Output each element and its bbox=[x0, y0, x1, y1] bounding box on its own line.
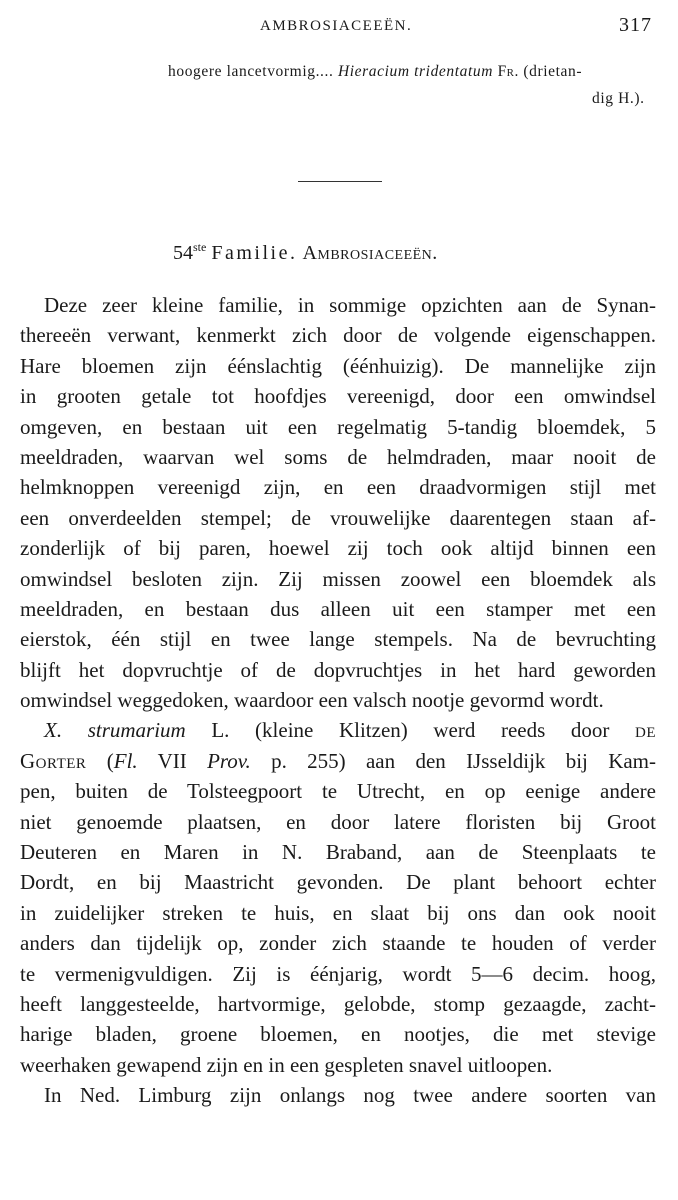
text-line: pen, buiten de Tolsteegpoort te Utrecht, en op eenige andere bbox=[20, 779, 656, 804]
text-line: blijft het dopvruchtje of de dopvruchtjes in het hard geworden bbox=[20, 657, 656, 682]
text-line: meeldraden, en bestaan dus alleen uit een stamper met een bbox=[20, 596, 656, 621]
fragment-line-2: dig H.). bbox=[592, 90, 645, 107]
text-line: anders dan tijdelijk op, zonder zich staande te houden of verder bbox=[20, 931, 656, 956]
text-line: niet genoemde plaatsen, en door latere floristen bij Groot bbox=[20, 809, 656, 834]
reference-page: p. 255) aan den IJsseldijk bij Kam- bbox=[271, 748, 656, 773]
text-line: Dordt, en bij Maastricht gevonden. De plant behoort echter bbox=[20, 870, 656, 895]
xanthium-line-1 bbox=[20, 715, 656, 745]
text-line: omwindsel weggedoken, waardoor een valsch nootje gevormd wordt. bbox=[20, 688, 604, 713]
fragment-note: (drietan- bbox=[523, 63, 583, 80]
text-line: een onverdeelden stempel; de vrouwelijke daarentegen staan af- bbox=[20, 505, 656, 530]
text-line: omwindsel besloten zijn. Zij missen zoowel een bloemdek als bbox=[20, 566, 656, 591]
family-number-suffix: ste bbox=[193, 240, 207, 254]
xanthium-text: L. (kleine Klitzen) werd reeds door bbox=[211, 718, 610, 743]
text-line: eierstok, één stijl en twee lange stempels. Na de bevruchting bbox=[20, 627, 656, 652]
running-header: AMBROSIACEEËN. bbox=[260, 18, 413, 34]
author-name: Gorter bbox=[20, 748, 87, 773]
text-line: in grooten getale tot hoofdjes vereenigd, door een omwindsel bbox=[20, 384, 656, 409]
family-heading bbox=[173, 240, 438, 265]
reference-volume: VII bbox=[157, 748, 187, 773]
text-line: te vermenigvuldigen. Zij is éénjarig, wordt 5—6 decim. hoog, bbox=[20, 961, 656, 986]
family-name: Ambrosiaceeën. bbox=[302, 242, 438, 264]
author-particle: de bbox=[635, 718, 656, 743]
body-text bbox=[20, 290, 656, 1111]
fragment-species: Hieracium tridentatum bbox=[337, 63, 494, 80]
paren-open: ( bbox=[106, 748, 114, 773]
text-line: omgeven, en bestaan uit een regelmatig 5-tandig bloemdek, 5 bbox=[20, 414, 656, 439]
genus-abbrev: X. bbox=[44, 718, 63, 743]
text-line: Deuteren en Maren in N. Braband, aan de Steenplaats te bbox=[20, 840, 656, 865]
text-line: meeldraden, waarvan wel soms de helmdraden, maar nooit de bbox=[20, 444, 656, 469]
reference-prov: Prov. bbox=[207, 748, 251, 773]
family-label: Familie. bbox=[211, 242, 298, 264]
text-line: zonderlijk of bij paren, hoewel zij toch ook altijd binnen een bbox=[20, 536, 656, 561]
fragment-author: Fr. bbox=[497, 63, 519, 80]
family-number: 54 bbox=[173, 242, 193, 264]
fragment-line-1 bbox=[168, 58, 582, 85]
text-line: in zuidelijker streken te huis, en slaat bij ons dan ook nooit bbox=[20, 900, 656, 925]
page-number: 317 bbox=[619, 14, 652, 36]
reference-flora: Fl. bbox=[113, 748, 138, 773]
text-line: heeft langgesteelde, hartvormige, gelobde, stomp gezaagde, zacht- bbox=[20, 991, 656, 1016]
text-line: Hare bloemen zijn éénslachtig (éénhuizig). De mannelijke zijn bbox=[20, 353, 656, 378]
xanthium-line-2 bbox=[20, 746, 656, 776]
fragment-text: hoogere lancetvormig.... bbox=[168, 63, 334, 80]
text-line: Deze zeer kleine familie, in sommige opzichten aan de Synan- bbox=[44, 293, 656, 317]
text-line: helmknoppen vereenigd zijn, en een draadvormigen stijl met bbox=[20, 475, 656, 500]
text-line: thereeën verwant, kenmerkt zich door de volgende eigenschappen. bbox=[20, 323, 656, 348]
text-line: harige bladen, groene bloemen, en nootjes, die met stevige bbox=[20, 1022, 656, 1047]
section-divider bbox=[298, 181, 382, 182]
species-name: strumarium bbox=[87, 718, 186, 743]
text-line: In Ned. Limburg zijn onlangs nog twee andere soorten van bbox=[44, 1083, 656, 1108]
text-line: weerhaken gewapend zijn en in een gespleten snavel uitloopen. bbox=[20, 1052, 553, 1077]
